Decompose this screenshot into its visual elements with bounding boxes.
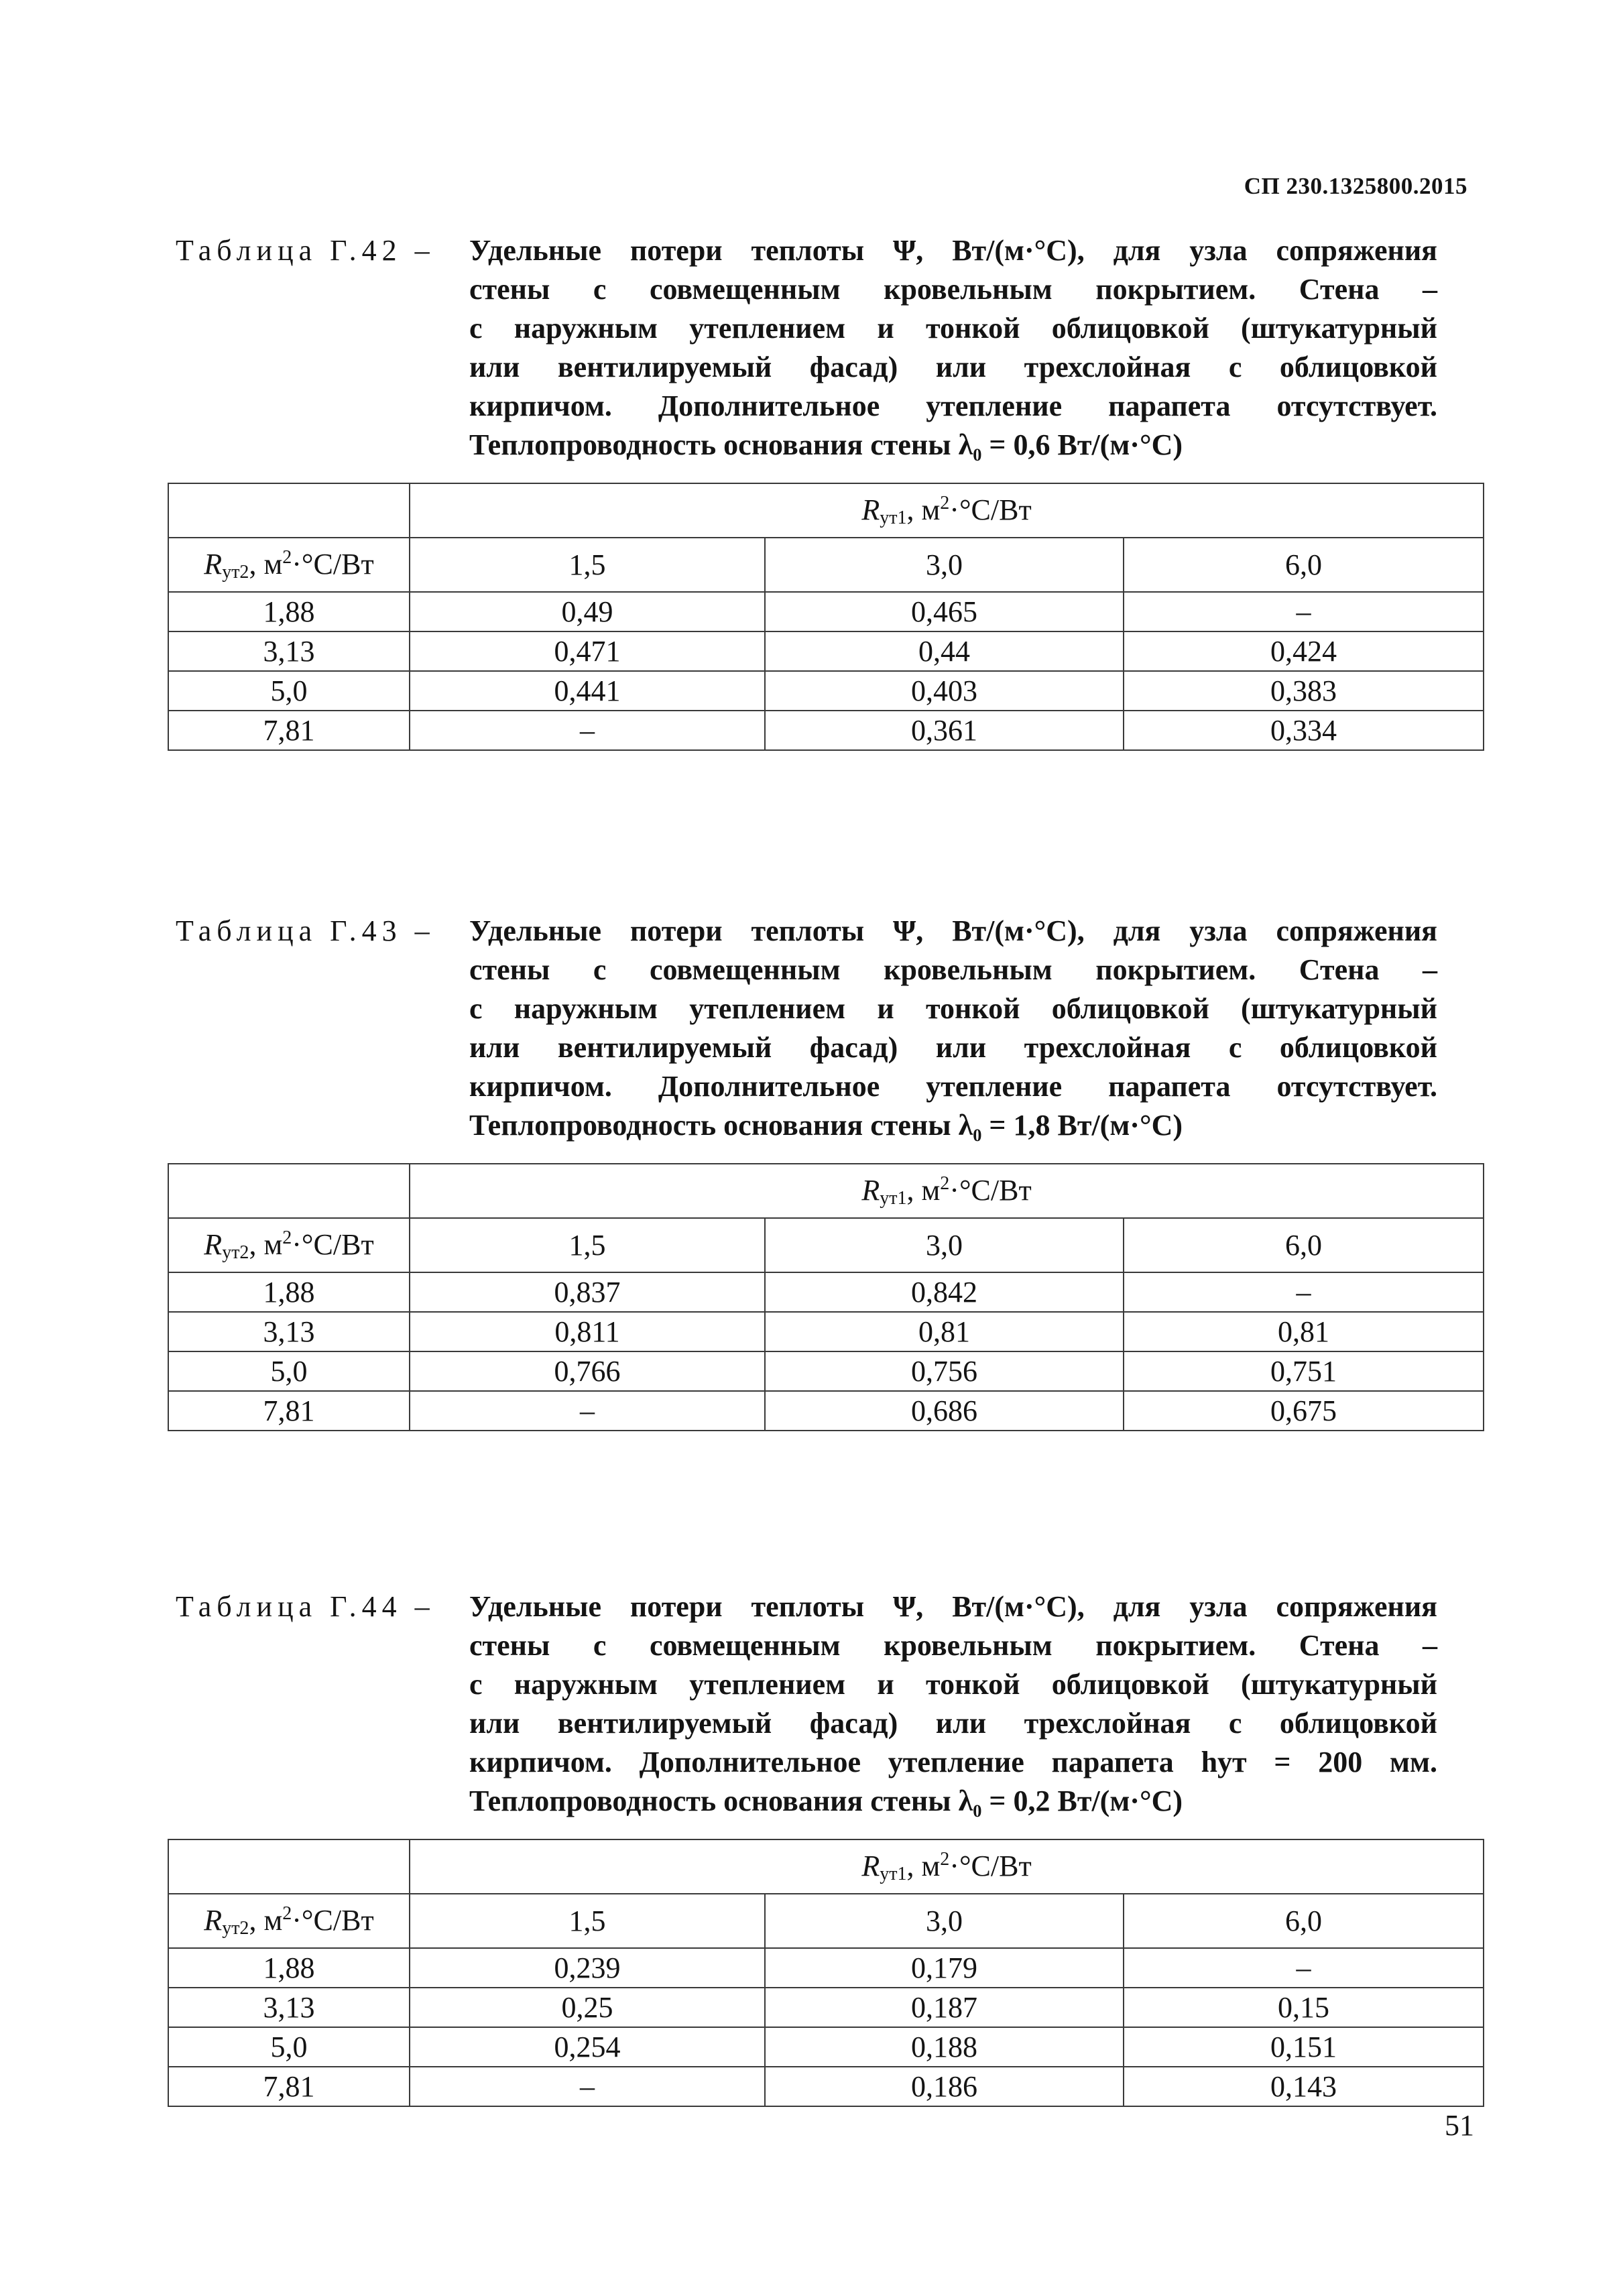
table-row [168, 1312, 1484, 1351]
caption-line: Удельные потери теплоты Ψ, Вт/(м·°С), для узла сопряжения [469, 914, 1437, 947]
table-cell: 0,254 [410, 2027, 765, 2067]
caption-line: кирпичом. Дополнительное утепление парапета отсутствует. [469, 1070, 1437, 1103]
table-cell: 0,383 [1124, 671, 1484, 711]
table-row [168, 592, 1484, 631]
caption-line: Удельные потери теплоты Ψ, Вт/(м·°С), для узла сопряжения [469, 1590, 1437, 1623]
row-label: 5,0 [168, 1351, 410, 1391]
table-label: Таблица Г.42 – [176, 234, 435, 267]
subheader-row [168, 538, 1484, 592]
caption-text [469, 1587, 1437, 1821]
table-cell: 0,179 [765, 1948, 1124, 1988]
table-block-g44 [168, 1587, 1482, 2103]
table-cell: 0,44 [765, 631, 1124, 671]
table-row [168, 671, 1484, 711]
column-group-header: $R_{ут1}$, $м^2\cdot^\circ С/Вт$ [410, 483, 1484, 538]
caption-line: стены с совмещенным кровельным покрытием. Стена – [469, 273, 1437, 306]
page-number: 51 [1445, 2109, 1474, 2142]
table-cell: 0,837 [410, 1272, 765, 1312]
table-cell: 0,81 [765, 1312, 1124, 1351]
corner-cell [168, 1839, 410, 1894]
row-label: 7,81 [168, 2067, 410, 2106]
column-header: 1,5 [410, 1218, 765, 1272]
table-cell: 0,842 [765, 1272, 1124, 1312]
table-block-g42 [168, 231, 1482, 747]
caption-line: Теплопроводность основания стены λ₀ = 0,6 Вт/(м·°С) [469, 428, 1183, 461]
table-cell: 0,361 [765, 711, 1124, 750]
table-cell: 0,239 [410, 1948, 765, 1988]
table-row [168, 1948, 1484, 1988]
table-cell: 0,187 [765, 1988, 1124, 2027]
caption-line: или вентилируемый фасад) или трехслойная с облицовкой [469, 351, 1437, 383]
caption-line: кирпичом. Дополнительное утепление парапета hут = 200 мм. [469, 1746, 1437, 1778]
table-cell: – [1124, 592, 1484, 631]
table-label: Таблица Г.43 – [176, 914, 435, 947]
row-label: 1,88 [168, 592, 410, 631]
caption-line: или вентилируемый фасад) или трехслойная с облицовкой [469, 1031, 1437, 1064]
table-cell: 0,811 [410, 1312, 765, 1351]
table-cell: 0,686 [765, 1391, 1124, 1431]
table-cell: 0,49 [410, 592, 765, 631]
caption-line: с наружным утеплением и тонкой облицовкой (штукатурный [469, 1668, 1437, 1701]
header-row [168, 483, 1484, 538]
caption-line: стены с совмещенным кровельным покрытием. Стена – [469, 953, 1437, 986]
column-header: 3,0 [765, 1894, 1124, 1948]
corner-cell [168, 483, 410, 538]
row-label: 7,81 [168, 711, 410, 750]
table-cell: – [410, 2067, 765, 2106]
table-block-g43 [168, 912, 1482, 1427]
row-label: 1,88 [168, 1948, 410, 1988]
table-cell: 0,81 [1124, 1312, 1484, 1351]
row-label: 3,13 [168, 1312, 410, 1351]
row-label: 3,13 [168, 1988, 410, 2027]
table-cell: 0,756 [765, 1351, 1124, 1391]
table-cell: 0,471 [410, 631, 765, 671]
table-row [168, 2067, 1484, 2106]
column-header: 6,0 [1124, 1894, 1484, 1948]
data-table [168, 1839, 1484, 2107]
column-group-header: $R_{ут1}$, $м^2\cdot^\circ С/Вт$ [410, 1164, 1484, 1218]
data-table [168, 483, 1484, 751]
table-label: Таблица Г.44 – [176, 1590, 435, 1623]
table-caption [168, 231, 1482, 465]
row-label: 5,0 [168, 671, 410, 711]
caption-text [469, 912, 1437, 1145]
row-label: 7,81 [168, 1391, 410, 1431]
table-row [168, 711, 1484, 750]
table-cell: 0,403 [765, 671, 1124, 711]
column-header: 6,0 [1124, 538, 1484, 592]
column-group-header: $R_{ут1}$, $м^2\cdot^\circ С/Вт$ [410, 1839, 1484, 1894]
table-row [168, 2027, 1484, 2067]
header-row [168, 1839, 1484, 1894]
table-cell: 0,751 [1124, 1351, 1484, 1391]
row-label: 3,13 [168, 631, 410, 671]
corner-cell [168, 1164, 410, 1218]
caption-line: Удельные потери теплоты Ψ, Вт/(м·°С), для узла сопряжения [469, 234, 1437, 267]
column-header: 6,0 [1124, 1218, 1484, 1272]
data-table [168, 1163, 1484, 1431]
subheader-row [168, 1218, 1484, 1272]
column-header: 3,0 [765, 538, 1124, 592]
column-header: 1,5 [410, 538, 765, 592]
table-caption [168, 1587, 1482, 1821]
row-label: 1,88 [168, 1272, 410, 1312]
subheader-row [168, 1894, 1484, 1948]
table-cell: – [410, 711, 765, 750]
table-cell: 0,151 [1124, 2027, 1484, 2067]
table-cell: 0,766 [410, 1351, 765, 1391]
table-row [168, 1272, 1484, 1312]
table-cell: – [1124, 1948, 1484, 1988]
column-header: 1,5 [410, 1894, 765, 1948]
table-cell: 0,424 [1124, 631, 1484, 671]
table-cell: – [1124, 1272, 1484, 1312]
table-cell: 0,25 [410, 1988, 765, 2027]
document-code: СП 230.1325800.2015 [1244, 173, 1467, 199]
row-header-label: $R_{ут2}$, $м^2\cdot^\circ С/Вт$ [168, 538, 410, 592]
table-cell: 0,441 [410, 671, 765, 711]
table-cell: 0,186 [765, 2067, 1124, 2106]
table-cell: 0,334 [1124, 711, 1484, 750]
table-cell: 0,143 [1124, 2067, 1484, 2106]
table-row [168, 631, 1484, 671]
caption-line: с наружным утеплением и тонкой облицовкой (штукатурный [469, 992, 1437, 1025]
caption-line: стены с совмещенным кровельным покрытием. Стена – [469, 1629, 1437, 1662]
table-cell: 0,188 [765, 2027, 1124, 2067]
row-label: 5,0 [168, 2027, 410, 2067]
caption-line: Теплопроводность основания стены λ₀ = 1,8 Вт/(м·°С) [469, 1109, 1183, 1142]
header-row [168, 1164, 1484, 1218]
table-caption [168, 912, 1482, 1145]
table-row [168, 1351, 1484, 1391]
table-cell: – [410, 1391, 765, 1431]
table-cell: 0,15 [1124, 1988, 1484, 2027]
table-cell: 0,675 [1124, 1391, 1484, 1431]
column-header: 3,0 [765, 1218, 1124, 1272]
table-row [168, 1988, 1484, 2027]
row-header-label: $R_{ут2}$, $м^2\cdot^\circ С/Вт$ [168, 1894, 410, 1948]
caption-line: кирпичом. Дополнительное утепление парапета отсутствует. [469, 389, 1437, 422]
table-row [168, 1391, 1484, 1431]
table-cell: 0,465 [765, 592, 1124, 631]
caption-line: или вентилируемый фасад) или трехслойная с облицовкой [469, 1707, 1437, 1740]
caption-line: с наружным утеплением и тонкой облицовкой (штукатурный [469, 312, 1437, 345]
row-header-label: $R_{ут2}$, $м^2\cdot^\circ С/Вт$ [168, 1218, 410, 1272]
caption-text [469, 231, 1437, 465]
caption-line: Теплопроводность основания стены λ₀ = 0,2 Вт/(м·°С) [469, 1785, 1183, 1817]
